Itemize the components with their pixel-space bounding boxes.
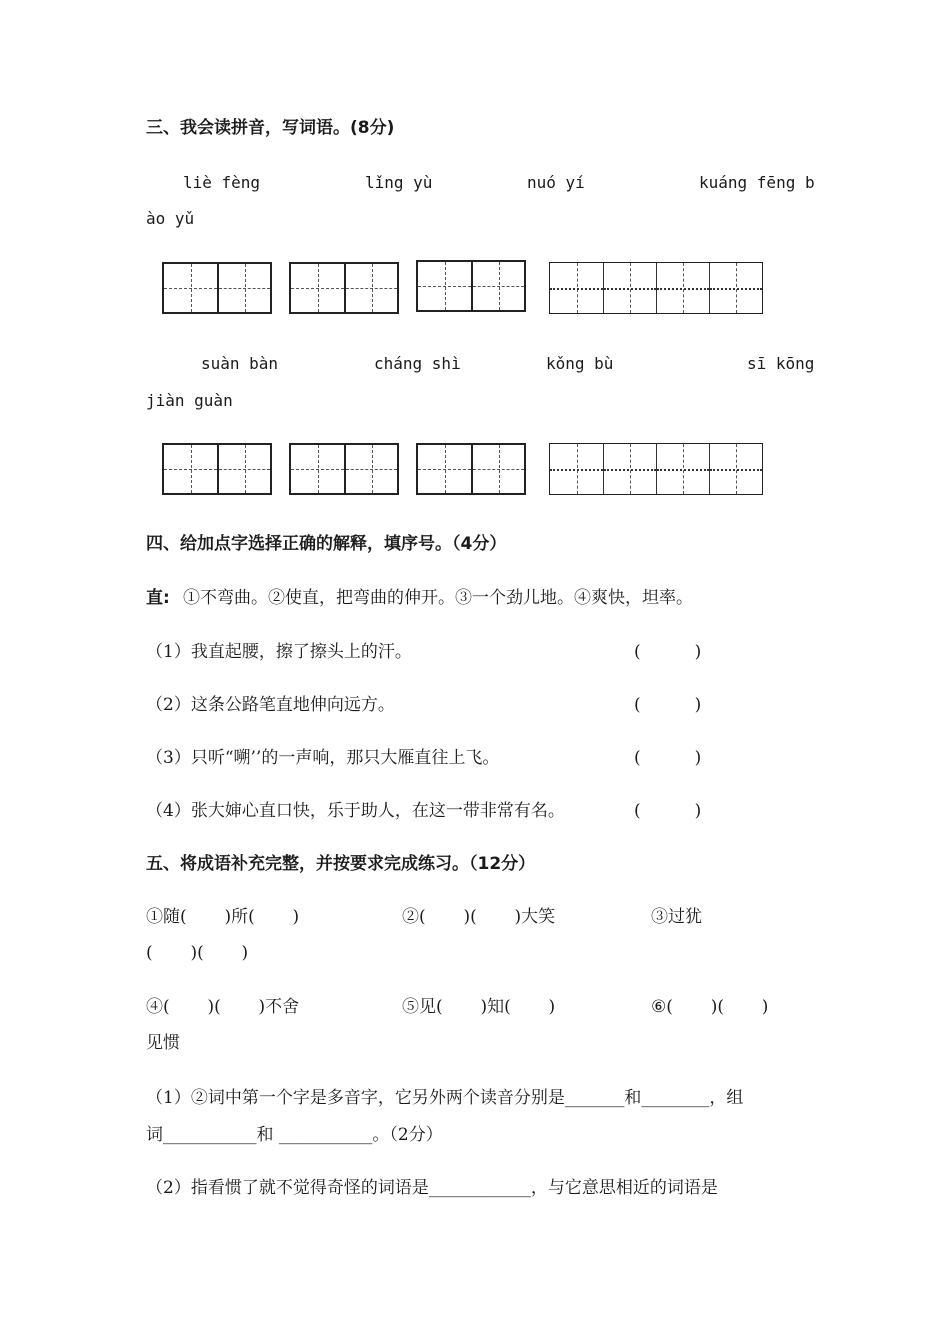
sub-question-1-line-2[interactable]: 词___________和 ___________。（2分） <box>146 1125 443 1145</box>
question-item-4: （4）张大婶心直口快，乐于助人，在这一带非常有名。 <box>146 801 565 821</box>
answer-blank-1[interactable]: ( ) <box>634 642 702 662</box>
char-grid-6[interactable] <box>289 443 399 495</box>
pinyin-6: cháng shì <box>374 354 461 373</box>
idiom-4[interactable]: ④( )( )不舍 <box>146 997 300 1017</box>
idiom-3-wrap[interactable]: ( )( ) <box>146 943 249 963</box>
question-item-2: （2）这条公路笔直地伸向远方。 <box>146 695 395 715</box>
pinyin-8: sī kōng <box>747 354 815 373</box>
char-grid-2[interactable] <box>289 262 399 314</box>
pinyin-4-wrap: ào yǔ <box>146 209 195 228</box>
pinyin-4: kuáng fēng b <box>699 173 815 192</box>
idiom-2[interactable]: ②( )( )大笑 <box>402 907 556 927</box>
word-meanings: ①不弯曲。②使直，把弯曲的伸开。③一个劲儿地。④爽快，坦率。 <box>183 588 693 608</box>
pinyin-5: suàn bàn <box>201 354 279 373</box>
answer-blank-2[interactable]: ( ) <box>634 695 702 715</box>
pinyin-7: kǒng bù <box>546 354 614 373</box>
char-grid-8[interactable] <box>549 443 763 495</box>
idiom-5[interactable]: ⑤见( )知( ) <box>402 997 556 1017</box>
char-grid-3[interactable] <box>416 260 526 312</box>
idiom-3[interactable]: ③过犹 <box>651 907 702 927</box>
char-grid-5[interactable] <box>162 443 272 495</box>
question-item-1: （1）我直起腰，擦了擦头上的汗。 <box>146 642 412 662</box>
section-5-title: 五、将成语补充完整，并按要求完成练习。（12分） <box>146 854 536 874</box>
pinyin-1: liè fèng <box>183 173 261 192</box>
idiom-6-wrap: 见惯 <box>146 1033 180 1053</box>
section-3-title: 三、我会读拼音，写词语。(8分) <box>146 118 395 138</box>
answer-blank-3[interactable]: ( ) <box>634 748 702 768</box>
sub-question-1-line-1[interactable]: （1）②词中第一个字是多音字，它另外两个读音分别是_______和________，组 <box>146 1088 744 1108</box>
char-grid-7[interactable] <box>416 443 526 495</box>
idiom-6[interactable]: ⑥( )( ) <box>651 997 769 1017</box>
answer-blank-4[interactable]: ( ) <box>634 801 702 821</box>
question-item-3: （3）只听“嗍’’的一声响，那只大雁直往上飞。 <box>146 748 500 768</box>
target-word: 直: <box>146 588 170 608</box>
pinyin-2: lǐng yù <box>365 173 433 192</box>
pinyin-3: nuó yí <box>527 173 585 192</box>
section-4-title: 四、给加点字选择正确的解释，填序号。（4分） <box>146 534 507 554</box>
pinyin-8-wrap: jiàn guàn <box>146 391 233 410</box>
sub-question-2-line-1[interactable]: （2）指看惯了就不觉得奇怪的词语是____________，与它意思相近的词语是 <box>146 1178 718 1198</box>
char-grid-4[interactable] <box>549 262 763 314</box>
idiom-1[interactable]: ①随( )所( ) <box>146 907 300 927</box>
char-grid-1[interactable] <box>162 262 272 314</box>
